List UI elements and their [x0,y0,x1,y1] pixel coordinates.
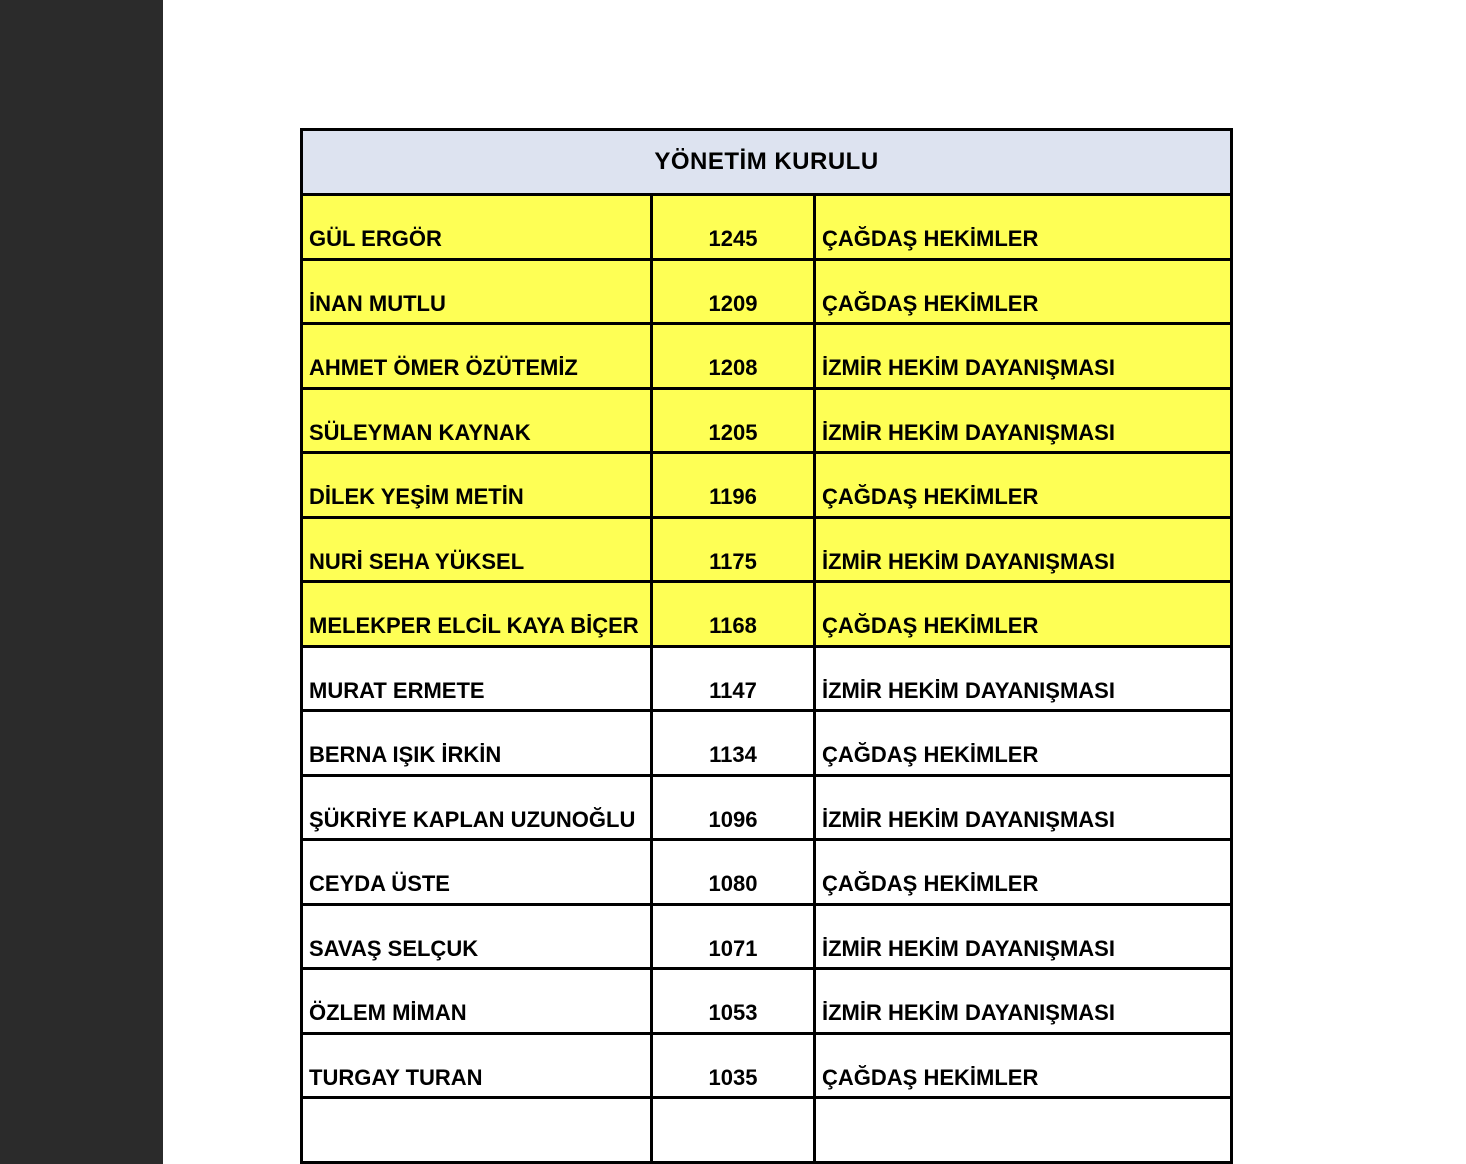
vote-count-cell: 1096 [652,775,815,840]
group-cell: İZMİR HEKİM DAYANIŞMASI [815,388,1232,453]
table-row [302,1033,1232,1098]
member-name-cell: MURAT ERMETE [302,646,652,711]
table-row [302,517,1232,582]
document-page [163,0,1466,1164]
vote-count-cell: 1245 [652,195,815,260]
viewer-sidebar [0,0,163,1164]
member-name-cell: İNAN MUTLU [302,259,652,324]
group-cell: İZMİR HEKİM DAYANIŞMASI [815,775,1232,840]
vote-count-cell: 1071 [652,904,815,969]
table-title: YÖNETİM KURULU [302,130,1232,195]
table-row [302,646,1232,711]
group-cell: İZMİR HEKİM DAYANIŞMASI [815,904,1232,969]
group-cell: ÇAĞDAŞ HEKİMLER [815,1033,1232,1098]
group-cell: İZMİR HEKİM DAYANIŞMASI [815,517,1232,582]
group-cell: İZMİR HEKİM DAYANIŞMASI [815,969,1232,1034]
vote-count-cell: 1175 [652,517,815,582]
member-name-cell: SAVAŞ SELÇUK [302,904,652,969]
vote-count-cell: 1168 [652,582,815,647]
group-cell: ÇAĞDAŞ HEKİMLER [815,582,1232,647]
member-name-cell: AHMET ÖMER ÖZÜTEMİZ [302,324,652,389]
member-name-cell: GÜL ERGÖR [302,195,652,260]
table-row [302,711,1232,776]
table-row [302,775,1232,840]
vote-count-cell: 1196 [652,453,815,518]
table-row [302,388,1232,453]
group-cell: İZMİR HEKİM DAYANIŞMASI [815,646,1232,711]
member-name-cell: CEYDA ÜSTE [302,840,652,905]
table-row [302,324,1232,389]
vote-count-cell: 1209 [652,259,815,324]
vote-count-cell: 1053 [652,969,815,1034]
group-cell: ÇAĞDAŞ HEKİMLER [815,195,1232,260]
table-row [302,904,1232,969]
group-cell: ÇAĞDAŞ HEKİMLER [815,453,1232,518]
table-row [302,969,1232,1034]
member-name-cell: BERNA IŞIK İRKİN [302,711,652,776]
table-row [302,453,1232,518]
group-cell: ÇAĞDAŞ HEKİMLER [815,840,1232,905]
vote-count-cell: 1147 [652,646,815,711]
member-name-cell: NURİ SEHA YÜKSEL [302,517,652,582]
group-cell [815,1098,1232,1163]
table-row [302,840,1232,905]
table-row [302,582,1232,647]
yonetim-kurulu-table [300,128,1233,1164]
group-cell: İZMİR HEKİM DAYANIŞMASI [815,324,1232,389]
member-name-cell: DİLEK YEŞİM METİN [302,453,652,518]
vote-count-cell: 1205 [652,388,815,453]
table-row [302,195,1232,260]
vote-count-cell: 1080 [652,840,815,905]
table-row [302,1098,1232,1163]
member-name-cell: ÖZLEM MİMAN [302,969,652,1034]
group-cell: ÇAĞDAŞ HEKİMLER [815,711,1232,776]
member-name-cell: ŞÜKRİYE KAPLAN UZUNOĞLU [302,775,652,840]
member-name-cell: MELEKPER ELCİL KAYA BİÇER [302,582,652,647]
group-cell: ÇAĞDAŞ HEKİMLER [815,259,1232,324]
member-name-cell [302,1098,652,1163]
member-name-cell: TURGAY TURAN [302,1033,652,1098]
table-header-row [302,130,1232,195]
vote-count-cell: 1035 [652,1033,815,1098]
table-row [302,259,1232,324]
vote-count-cell: 1208 [652,324,815,389]
vote-count-cell [652,1098,815,1163]
vote-count-cell: 1134 [652,711,815,776]
member-name-cell: SÜLEYMAN KAYNAK [302,388,652,453]
